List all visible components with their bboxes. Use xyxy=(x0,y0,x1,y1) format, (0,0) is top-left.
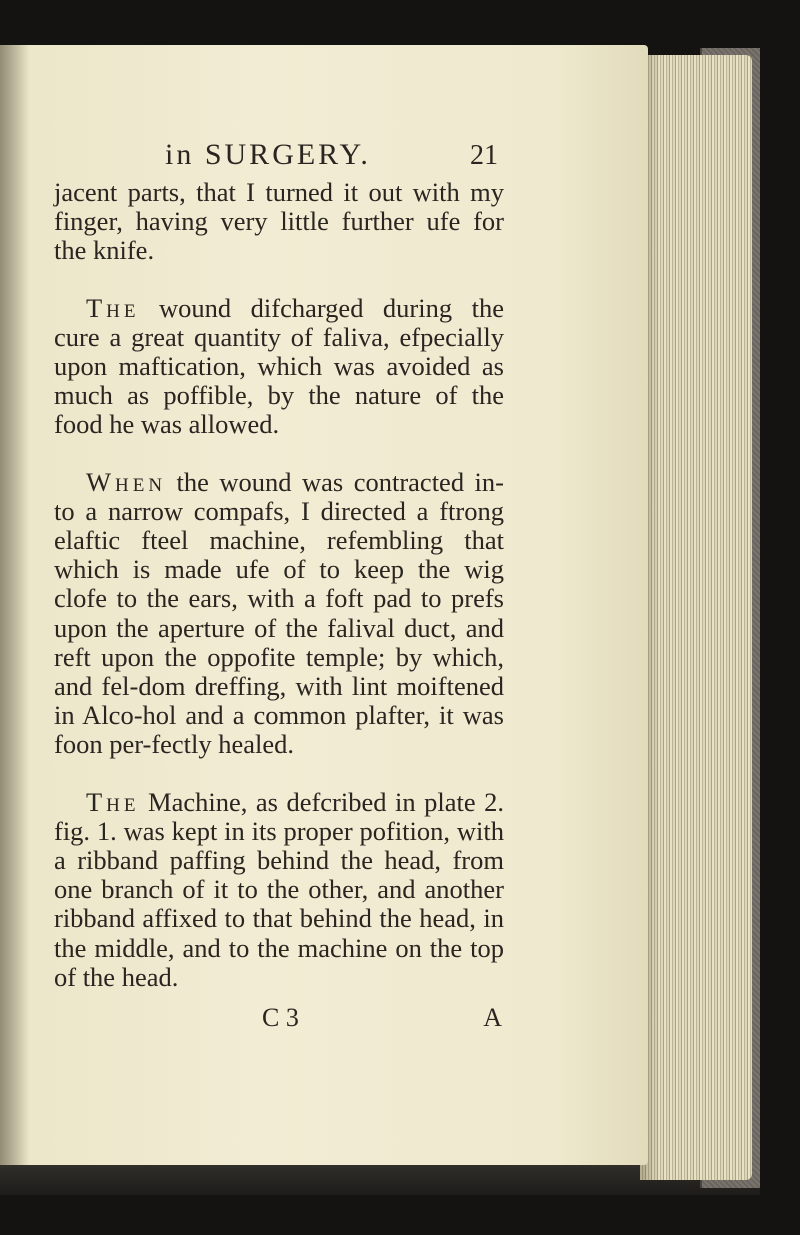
paragraph-3 xyxy=(54,468,504,760)
paragraph-4-lead: The xyxy=(86,786,140,817)
catchword: A xyxy=(483,1003,502,1032)
paragraph-2-lead: The xyxy=(86,292,140,323)
page-header xyxy=(165,138,525,178)
paragraph-4-text: Machine, as defcribed in plate 2. fig. 1. was kept in its proper pofition, with a ribband paffing behind the head, from one branch of it to the other, and another ribband affixed to that behind the head, in the middle, and to the machine on the top of the head. xyxy=(54,786,504,992)
paragraph-3-lead: When xyxy=(86,466,167,497)
paragraph-2 xyxy=(54,294,504,440)
page-body xyxy=(54,178,504,992)
page-number: 21 xyxy=(470,140,498,171)
paragraph-1 xyxy=(54,178,504,266)
running-head: in SURGERY. xyxy=(165,138,371,171)
paragraph-3-text: the wound was contracted in-to a narrow compafs, I directed a ftrong elaftic fteel machine, refembling that which is made ufe of to keep the wig clofe to the ears, with a foft pad to prefs upon the aperture of the falival duct, and reft upon the oppofite temple; by which, and fel-dom dreffing, with lint moiftened in Alco-hol and a common plafter, it was foon per-fectly healed. xyxy=(54,466,504,760)
paragraph-1-text: jacent parts, that I turned it out with my finger, having very little further ufe for the knife. xyxy=(54,177,504,266)
gutter-shadow xyxy=(0,45,30,1165)
paragraph-4 xyxy=(54,788,504,992)
paragraph-2-text: wound difcharged during the cure a great quantity of faliva, efpecially upon maftication, which was avoided as much as poffible, by the nature of the food he was allowed. xyxy=(54,292,504,440)
signature-mark: C 3 xyxy=(262,1003,299,1032)
